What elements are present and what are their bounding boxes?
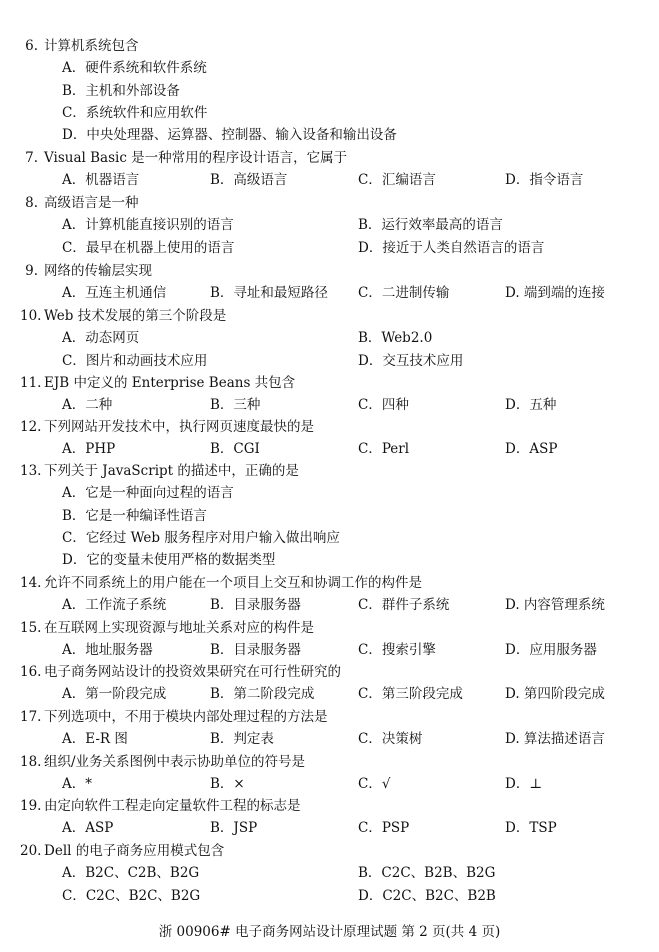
answer-option: B．运行效率最高的语言 [358,217,503,234]
answer-option: C．√ [358,776,391,793]
answer-option: B．第二阶段完成 [210,686,315,703]
question-text: 组织/业务关系图例中表示协助单位的符号是 [44,754,306,770]
question-text: Dell 的电子商务应用模式包含 [44,843,225,859]
answer-option: C．最早在机器上使用的语言 [62,239,235,256]
answer-option: B．目录服务器 [210,597,301,614]
question-number: 19. [20,798,42,814]
answer-option: A．E-R 图 [62,731,128,748]
answer-option: D. 端到端的连接 [505,285,605,302]
question-stem [20,754,305,770]
answer-option: C．C2C、B2C、B2G [62,887,201,904]
answer-option: C．群件子系统 [358,597,450,614]
question-stem [20,463,299,479]
answer-option: A．互连主机通信 [62,285,167,302]
question-text: 在互联网上实现资源与地址关系对应的构件是 [44,620,314,636]
answer-option: A．工作流子系统 [62,597,167,614]
question-stem [20,263,152,279]
question-number: 20. [20,843,42,859]
answer-option: B．C2C、B2B、B2G [358,865,496,882]
answer-option: C．决策树 [358,731,423,748]
answer-option: B．寻址和最短路径 [210,285,328,302]
answer-option: A．机器语言 [62,172,140,189]
answer-option: A．二种 [62,397,113,414]
question-text: Visual Basic 是一种常用的程序设计语言，它属于 [44,150,348,166]
question-number: 17. [20,709,42,725]
answer-option: D．交互技术应用 [358,352,464,369]
answer-option: C．PSP [358,820,410,837]
answer-option: C．第三阶段完成 [358,686,463,703]
answer-option: C．图片和动画技术应用 [62,352,208,369]
question-text: 下列关于 JavaScript 的描述中，正确的是 [44,463,299,479]
answer-option: B．Web2.0 [358,330,433,347]
question-number: 11. [20,375,42,391]
answer-option: C．汇编语言 [358,172,436,189]
question-number: 9. [25,263,38,279]
question-number: 12. [20,419,42,435]
answer-option: B．× [210,776,245,793]
page-footer: 浙 00906# 电子商务网站设计原理试题 第 2 页(共 4 页) [158,924,501,940]
question-text: 电子商务网站设计的投资效果研究在可行性研究的 [44,664,341,680]
question-stem [20,575,422,591]
answer-option: C．搜索引擎 [358,642,436,659]
question-stem [20,798,301,814]
question-text: 允许不同系统上的用户能在一个项目上交互和协调工作的构件是 [44,575,422,591]
question-text: 高级语言是一种 [44,195,139,211]
answer-option: D．C2C、B2C、B2B [358,887,496,904]
answer-option: C．Perl [358,441,410,458]
question-stem [20,38,139,54]
question-number: 6. [25,38,38,54]
answer-option: C．四种 [358,397,409,414]
answer-option: A．动态网页 [62,330,140,347]
answer-option: D．TSP [505,820,557,837]
answer-option: D．中央处理器、运算器、控制器、输入设备和输出设备 [62,127,397,144]
question-number: 16. [20,664,42,680]
answer-option: B．判定表 [210,731,274,748]
answer-option: C．它经过 Web 服务程序对用户输入做出响应 [62,529,340,546]
question-stem [20,195,139,211]
answer-option: D．ASP [505,441,558,458]
question-text: 由定向软件工程走向定量软件工程的标志是 [44,798,301,814]
question-stem [20,664,341,680]
answer-option: B．高级语言 [210,172,288,189]
question-stem [20,419,314,435]
question-stem [20,375,295,391]
question-text: Web 技术发展的第三个阶段是 [44,308,227,324]
question-number: 18. [20,754,42,770]
question-number: 14. [20,575,42,591]
question-number: 15. [20,620,42,636]
question-text: 下列网站开发技术中，执行网页速度最快的是 [44,419,314,435]
answer-option: A．ASP [62,820,114,837]
answer-option: B．三种 [210,397,261,414]
answer-option: A．地址服务器 [62,642,153,659]
question-number: 7. [25,150,38,166]
question-number: 8. [25,195,38,211]
answer-option: D. 第四阶段完成 [505,686,605,703]
answer-option: A．硬件系统和软件系统 [62,60,207,77]
answer-option: A．计算机能直接识别的语言 [62,217,234,234]
answer-option: A．它是一种面向过程的语言 [62,485,234,502]
answer-option: D．⊥ [505,776,543,793]
answer-option: C．系统软件和应用软件 [62,104,208,121]
answer-option: D．五种 [505,397,557,414]
answer-option: A．PHP [62,441,116,458]
answer-option: A．B2C、C2B、B2G [62,865,200,882]
answer-option: A．* [62,776,92,793]
answer-option: D．指令语言 [505,172,584,189]
answer-option: B．CGI [210,441,260,458]
answer-option: D．应用服务器 [505,642,597,659]
question-text: 网络的传输层实现 [44,263,152,279]
answer-option: B．JSP [210,820,258,837]
question-stem [20,843,224,859]
question-stem [20,620,314,636]
answer-option: D．它的变量未使用严格的数据类型 [62,552,276,569]
question-text: EJB 中定义的 Enterprise Beans 共包含 [44,375,296,391]
question-text: 计算机系统包含 [44,38,139,54]
question-text: 下列选项中，不用于模块内部处理过程的方法是 [44,709,328,725]
answer-option: B．它是一种编译性语言 [62,507,207,524]
question-stem [20,308,226,324]
answer-option: C．二进制传输 [358,285,450,302]
answer-option: D. 算法描述语言 [505,731,605,748]
question-stem [20,709,328,725]
answer-option: B．主机和外部设备 [62,82,180,99]
answer-option: D．接近于人类自然语言的语言 [358,239,545,256]
question-number: 13. [20,463,42,479]
answer-option: A．第一阶段完成 [62,686,167,703]
question-stem [20,150,347,166]
answer-option: B．目录服务器 [210,642,301,659]
answer-option: D. 内容管理系统 [505,597,605,614]
question-number: 10. [20,308,42,324]
